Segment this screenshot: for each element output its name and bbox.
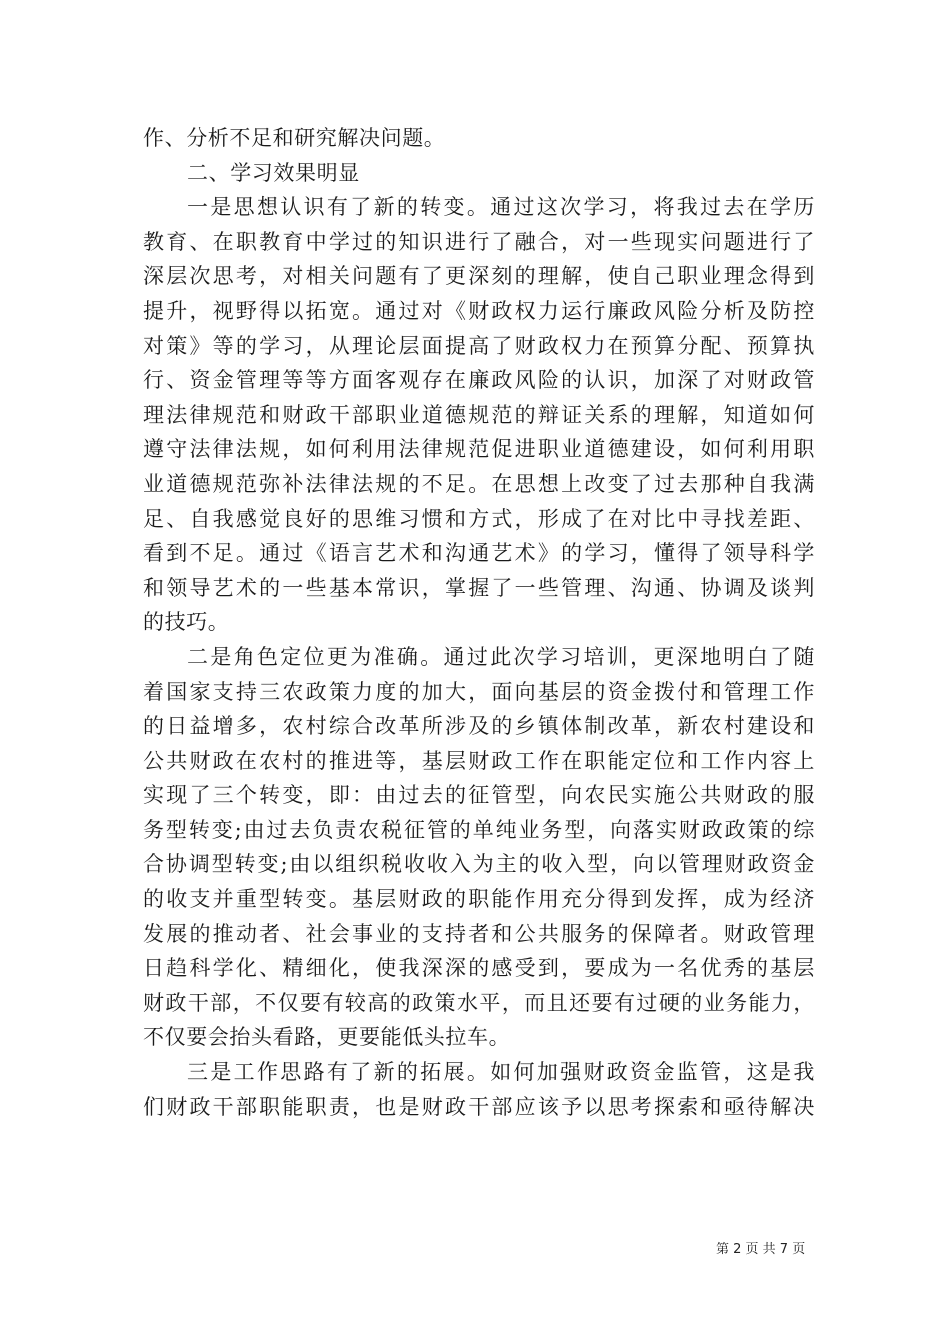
text-line: 日趋科学化、精细化，使我深深的感受到，要成为一名优秀的基层 <box>143 956 815 981</box>
text-line: 着国家支持三农政策力度的加大，面向基层的资金拨付和管理工作 <box>143 679 815 704</box>
text-line: 作、分析不足和研究解决问题。 <box>143 126 446 150</box>
text-line: 一是思想认识有了新的转变。通过这次学习，将我过去在学历 <box>187 195 815 220</box>
text-line: 的技巧。 <box>143 610 230 635</box>
text-line: 教育、在职教育中学过的知识进行了融合，对一些现实问题进行了 <box>143 229 815 254</box>
text-line: 二是角色定位更为准确。通过此次学习培训，更深地明白了随 <box>187 644 815 669</box>
text-line: 合协调型转变;由以组织税收收入为主的收入型，向以管理财政资金 <box>143 852 815 877</box>
page-number-footer: 第 2 页 共 7 页 <box>716 1242 806 1257</box>
text-line: 看到不足。通过《语言艺术和沟通艺术》的学习，懂得了领导科学 <box>143 541 815 566</box>
text-line: 提升，视野得以拓宽。通过对《财政权力运行廉政风险分析及防控 <box>143 298 815 323</box>
text-line: 业道德规范弥补法律法规的不足。在思想上改变了过去那种自我满 <box>143 471 815 496</box>
text-line: 的收支并重型转变。基层财政的职能作用充分得到发挥，成为经济 <box>143 887 815 912</box>
text-line: 实现了三个转变，即：由过去的征管型，向农民实施公共财政的服 <box>143 783 815 808</box>
text-line: 不仅要会抬头看路，更要能低头拉车。 <box>143 1025 511 1050</box>
text-line: 财政干部，不仅要有较高的政策水平，而且还要有过硬的业务能力， <box>143 990 815 1015</box>
text-line: 和领导艺术的一些基本常识，掌握了一些管理、沟通、协调及谈判 <box>143 575 815 600</box>
text-line: 们财政干部职能职责，也是财政干部应该予以思考探索和亟待解决 <box>143 1094 815 1119</box>
text-line: 深层次思考，对相关问题有了更深刻的理解，使自己职业理念得到 <box>143 264 815 289</box>
text-line: 对策》等的学习，从理论层面提高了财政权力在预算分配、预算执 <box>143 333 815 358</box>
document-body <box>143 121 815 1124</box>
text-line: 遵守法律法规，如何利用法律规范促进职业道德建设，如何利用职 <box>143 437 815 462</box>
text-line: 三是工作思路有了新的拓展。如何加强财政资金监管，这是我 <box>187 1060 815 1085</box>
text-line: 二、学习效果明显 <box>187 160 360 185</box>
text-line: 理法律规范和财政干部职业道德规范的辩证关系的理解，知道如何 <box>143 402 815 427</box>
text-line: 行、资金管理等等方面客观存在廉政风险的认识，加深了对财政管 <box>143 368 815 393</box>
text-line: 公共财政在农村的推进等，基层财政工作在职能定位和工作内容上 <box>143 748 815 773</box>
text-line: 发展的推动者、社会事业的支持者和公共服务的保障者。财政管理 <box>143 921 815 946</box>
text-line: 足、自我感觉良好的思维习惯和方式，形成了在对比中寻找差距、 <box>143 506 815 531</box>
text-line: 务型转变;由过去负责农税征管的单纯业务型，向落实财政政策的综 <box>143 817 815 842</box>
text-line: 的日益增多，农村综合改革所涉及的乡镇体制改革，新农村建设和 <box>143 714 815 739</box>
